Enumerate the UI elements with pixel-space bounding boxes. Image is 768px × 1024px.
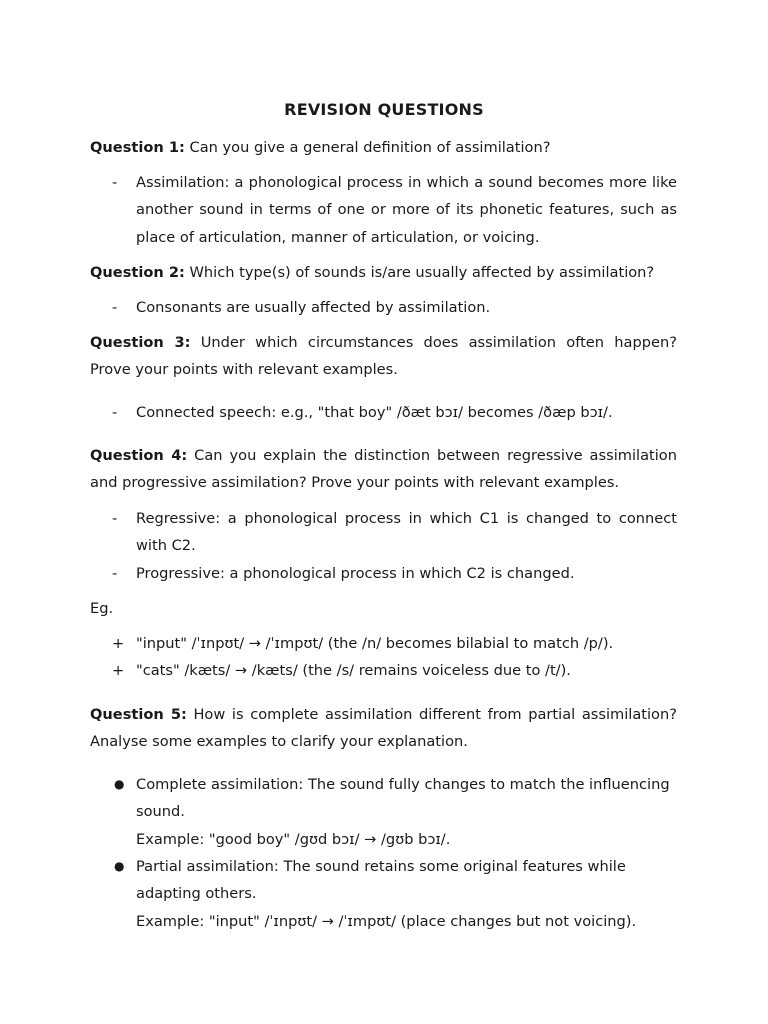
answer-text: Partial assimilation: The sound retains some original features while adapting others. [136, 858, 626, 903]
plus-marker: + [112, 662, 125, 679]
question-text: Which type(s) of sounds is/are usually affected by assimilation? [184, 264, 655, 281]
question-1 [90, 134, 677, 161]
example-text: "cats" /kæts/ → /kæts/ (the /s/ remains voiceless due to /t/). [136, 662, 571, 679]
question-label: Question 3: [90, 334, 191, 351]
answer-text: Connected speech: e.g., "that boy" /ðæt bɔɪ/ becomes /ðæp bɔɪ/. [136, 404, 613, 421]
bullet-marker: ● [114, 777, 125, 791]
example-text: Example: "input" /ˈɪnpʊt/ → /ˈɪmpʊt/ (place changes but not voicing). [136, 912, 637, 930]
question-label: Question 2: [90, 264, 185, 281]
question-text: Can you explain the distinction between regressive assimilation and progressive assimilation? Prove your points with relevant examples. [90, 447, 677, 492]
answer-text: Complete assimilation: The sound fully changes to match the influencing sound. [136, 776, 670, 821]
list-item [90, 294, 677, 321]
answer-text: Progressive: a phonological process in which C2 is changed. [136, 565, 575, 582]
example-text: "input" /ˈɪnpʊt/ → /ˈɪmpʊt/ (the /n/ becomes bilabial to match /p/). [136, 635, 614, 652]
question-label: Question 1: [90, 139, 185, 156]
dash-marker: - [112, 174, 118, 191]
bullet-marker: ● [114, 859, 125, 873]
list-item [90, 630, 677, 657]
dash-marker: - [112, 510, 118, 527]
list-item [90, 657, 677, 684]
list-item [90, 853, 677, 935]
example-text: Example: "good boy" /gʊd bɔɪ/ → /gʊb bɔɪ/. [136, 830, 451, 848]
page-title: REVISION QUESTIONS [284, 100, 484, 119]
question-4 [90, 442, 677, 497]
list-item [90, 169, 677, 251]
list-item [90, 505, 677, 560]
question-text: How is complete assimilation different from partial assimilation? Analyse some examples to clarify your explanation. [90, 706, 677, 751]
question-5 [90, 701, 677, 756]
question-2 [90, 259, 677, 286]
dash-marker: - [112, 565, 118, 582]
example-label: Eg. [90, 600, 114, 617]
question-label: Question 5: [90, 706, 187, 723]
answer-text: Consonants are usually affected by assimilation. [136, 299, 491, 316]
list-item [90, 560, 677, 587]
question-text: Under which circumstances does assimilation often happen? Prove your points with relevant examples. [90, 334, 677, 379]
question-text: Can you give a general definition of assimilation? [184, 139, 551, 156]
dash-marker: - [112, 299, 118, 316]
question-3 [90, 329, 677, 384]
list-item [90, 399, 677, 426]
plus-marker: + [112, 635, 125, 652]
answer-text: Assimilation: a phonological process in which a sound becomes more like another sound in terms of one or more of its phonetic features, such as place of articulation, manner of articulation, or voicing. [136, 174, 677, 246]
dash-marker: - [112, 404, 118, 421]
question-label: Question 4: [90, 447, 188, 464]
answer-text: Regressive: a phonological process in which C1 is changed to connect with C2. [136, 510, 677, 555]
list-item [90, 771, 677, 853]
